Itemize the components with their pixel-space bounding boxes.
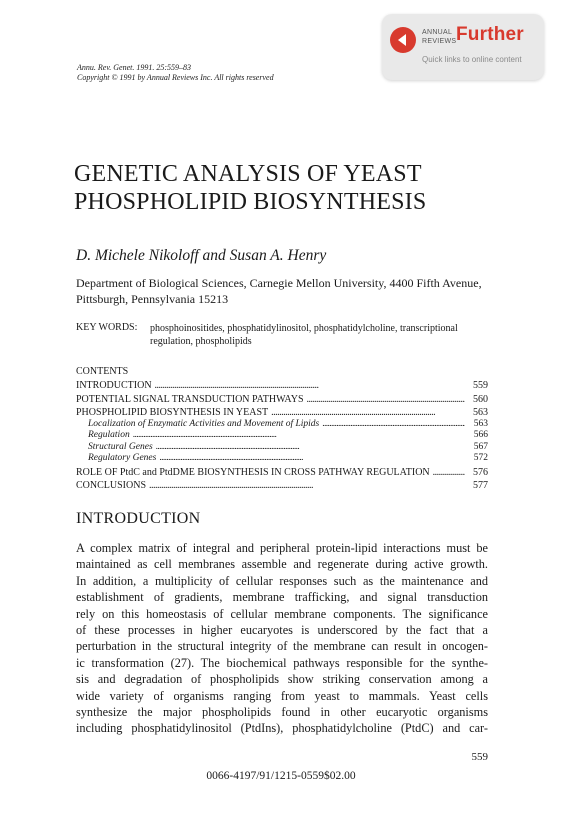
banner-further-label: Further: [456, 24, 524, 45]
paragraph-line: In addition, a multiplicity of cellular responses such as the maintenance and: [76, 573, 488, 588]
toc-entry-page: 560: [473, 393, 488, 405]
copyright-line: Copyright © 1991 by Annual Reviews Inc. All rights reserved: [77, 73, 274, 82]
paragraph-line: sis and degradation of phospholipids show striking conservation among a: [76, 672, 488, 687]
toc-entry-page: 563: [473, 407, 488, 418]
toc-entry-label: Localization of Enzymatic Activities and Movement of Lipids: [88, 418, 320, 429]
paragraph-line: perturbation in the structural integrity of the membrane can result in oncogen-: [76, 639, 488, 654]
toc-leader: [271, 407, 465, 419]
banner-reviews-label: REVIEWS: [422, 38, 457, 45]
toc-entry-page: 559: [473, 380, 488, 391]
toc-leader: [149, 480, 465, 492]
toc-entry-label: ROLE OF PtdC and PtdDME BIOSYNTHESIS IN CROSS PATHWAY REGULATION: [76, 466, 430, 478]
toc-entry-page: 563: [473, 418, 488, 429]
toc-leader: [159, 453, 465, 465]
toc-entry[interactable]: [76, 394, 488, 406]
toc-entry-label: Structural Genes: [88, 441, 153, 452]
toc-entry-label: POTENTIAL SIGNAL TRANSDUCTION PATHWAYS: [76, 393, 304, 405]
article-title: [74, 160, 426, 216]
page-number: 559: [471, 751, 488, 763]
paragraph-line: maintained as cell membranes assemble and regenerate during active growth.: [76, 557, 488, 572]
banner-annual-label: ANNUAL: [422, 29, 453, 36]
keywords-line-2: regulation, phospholipids: [150, 336, 252, 347]
toc-entry[interactable]: [76, 480, 488, 492]
introduction-paragraph: [76, 540, 488, 737]
toc-entry-page: 572: [473, 453, 488, 463]
toc-entry-page: 577: [473, 480, 488, 491]
toc-entry-page: 576: [473, 466, 488, 478]
toc-leader: [433, 467, 465, 479]
paragraph-line: wide variety of organisms ranging from yeast to mammals. Yeast cells: [76, 688, 488, 703]
toc-subentry[interactable]: [76, 442, 488, 454]
annual-reviews-further-banner[interactable]: [382, 14, 544, 80]
table-of-contents: [76, 380, 488, 492]
citation-line: Annu. Rev. Genet. 1991. 25:559–83: [77, 63, 192, 72]
toc-entry-label: PHOSPHOLIPID BIOSYNTHESIS IN YEAST: [76, 407, 269, 418]
toc-leader: [322, 419, 465, 431]
paragraph-line: establishment of gradients, membrane trafficking, and signal transduction: [76, 590, 488, 605]
toc-subentry[interactable]: [76, 453, 488, 465]
title-line-2: PHOSPHOLIPID BIOSYNTHESIS: [74, 189, 427, 215]
toc-leader: [156, 442, 465, 454]
affiliation-line-2: Pittsburgh, Pennsylvania 15213: [76, 292, 229, 306]
toc-entry[interactable]: [76, 380, 488, 392]
banner-subtitle: Quick links to online content: [422, 55, 522, 64]
title-line-1: GENETIC ANALYSIS OF YEAST: [74, 161, 422, 187]
paragraph-line: synthesize the major phospholipids found in other eucaryotic organisms: [76, 705, 488, 720]
section-heading-introduction: INTRODUCTION: [76, 510, 201, 527]
toc-entry-label: Regulatory Genes: [88, 453, 157, 463]
paragraph-line: ic transformation (27). The biochemical pathways responsible for the synthe-: [76, 655, 488, 670]
keywords-line-1: phosphoinositides, phosphatidylinositol, phosphatidylcholine, transcriptional: [150, 323, 458, 334]
keywords-label: KEY WORDS:: [76, 322, 138, 333]
keywords-text: [150, 322, 458, 348]
affiliation: [76, 275, 496, 307]
toc-subentry[interactable]: [76, 419, 488, 431]
toc-entry-page: 566: [473, 430, 488, 440]
arrow-circle-icon: [390, 27, 416, 53]
toc-leader: [155, 380, 465, 392]
toc-entry[interactable]: [76, 467, 488, 479]
journal-citation: [77, 63, 274, 83]
toc-leader: [307, 394, 465, 406]
toc-subentry[interactable]: [76, 430, 488, 442]
toc-leader: [133, 430, 465, 442]
toc-entry[interactable]: [76, 407, 488, 419]
paragraph-line: A complex matrix of integral and peripheral protein-lipid interactions must be: [76, 541, 488, 555]
document-code: 0066-4197/91/1215-0559$02.00: [206, 770, 356, 782]
affiliation-line-1: Department of Biological Sciences, Carnegie Mellon University, 4400 Fifth Avenue,: [76, 276, 482, 290]
toc-entry-label: Regulation: [88, 430, 130, 440]
paragraph-line: of these processes in higher eucaryotes is underscored by the fact that a: [76, 623, 488, 638]
toc-entry-label: INTRODUCTION: [76, 380, 152, 391]
paragraph-line: rely on this homeostasis of cellular membrane components. The significance: [76, 606, 488, 621]
toc-entry-label: CONCLUSIONS: [76, 480, 147, 491]
paragraph-line: including phosphatidylinositol (PtdIns), phosphatidylcholine (PtdC) and car-: [76, 721, 488, 736]
authors: D. Michele Nikoloff and Susan A. Henry: [76, 247, 327, 264]
toc-entry-page: 567: [473, 441, 488, 452]
contents-heading: CONTENTS: [76, 366, 129, 377]
